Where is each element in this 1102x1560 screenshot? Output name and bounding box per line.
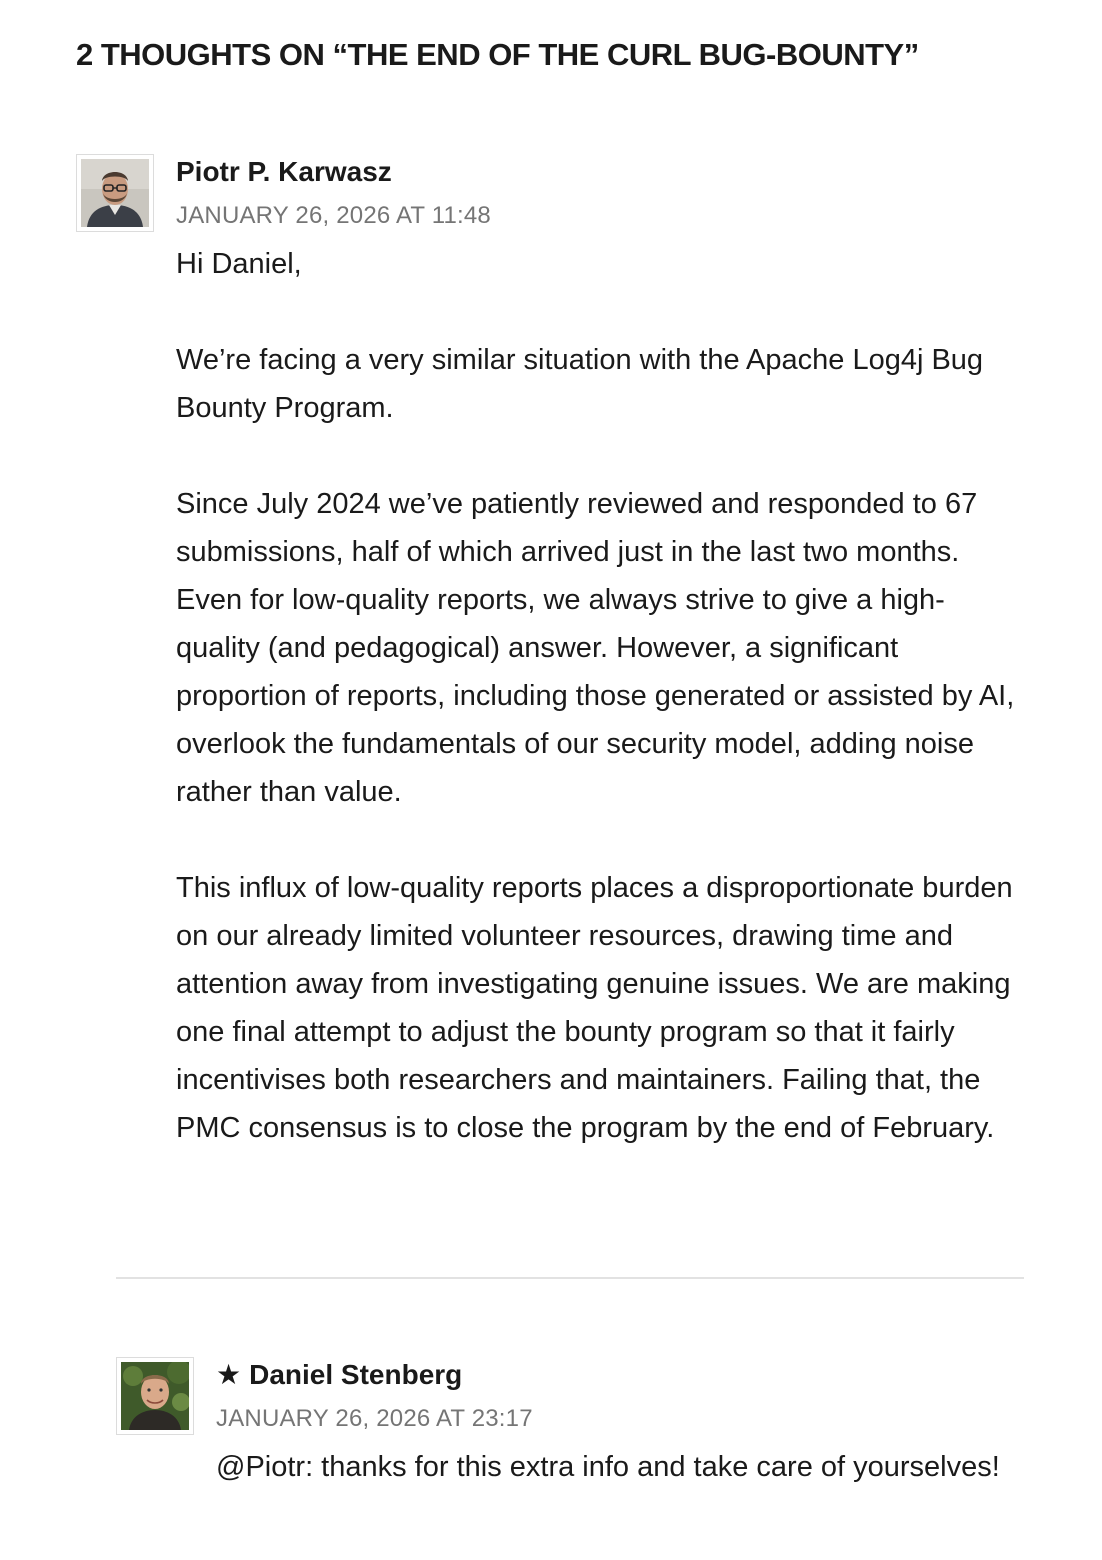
comment-author[interactable] [216,1357,1006,1393]
comment-paragraph: Hi Daniel, [176,248,302,280]
star-icon: ★ [216,1359,242,1390]
comment-date[interactable] [176,202,1016,230]
comment-permalink[interactable]: JANUARY 26, 2026 AT 11:48 [176,202,491,229]
comment-paragraph: We’re facing a very similar situation with the Apache Log4j Bug Bounty Program. [176,344,984,424]
avatar-daniel-icon [121,1362,189,1430]
avatar[interactable] [76,154,154,232]
comment-paragraph: @Piotr: thanks for this extra info and take care of yourselves! [216,1451,1000,1483]
comment-paragraph: This influx of low-quality reports places a disproportionate burden on our already limited volunteer resources, drawing time and attention away from investigating genuine issues. We are making one final attempt to adjust the bounty program so that it fairly incentivises both researchers and maintainers. Failing that, the PMC consensus is to close the program by the end of February. [176,872,1013,1144]
comment-author[interactable] [176,154,1016,190]
comment-divider [116,1277,1024,1279]
comment-author-name[interactable]: Piotr P. Karwasz [176,156,392,187]
comment-content [176,240,1016,1152]
avatar-piotr-icon [81,159,149,227]
comment-paragraph: Since July 2024 we’ve patiently reviewed and responded to 67 submissions, half of which arrived just in the last two months. Even for low-quality reports, we always strive to give a high-quality (and pedagogical) answer. However, a significant proportion of reports, including those generated or assisted by AI, overlook the fundamentals of our security model, adding noise rather than value. [176,488,1015,808]
comment-content [216,1443,1006,1491]
avatar[interactable] [116,1357,194,1435]
comment-author-name[interactable]: Daniel Stenberg [249,1359,463,1390]
comment-permalink[interactable]: JANUARY 26, 2026 AT 23:17 [216,1405,533,1432]
comments-section-title: 2 THOUGHTS ON “THE END OF THE CURL BUG-BOUNTY” [76,37,919,72]
comment-date[interactable] [216,1405,1006,1433]
